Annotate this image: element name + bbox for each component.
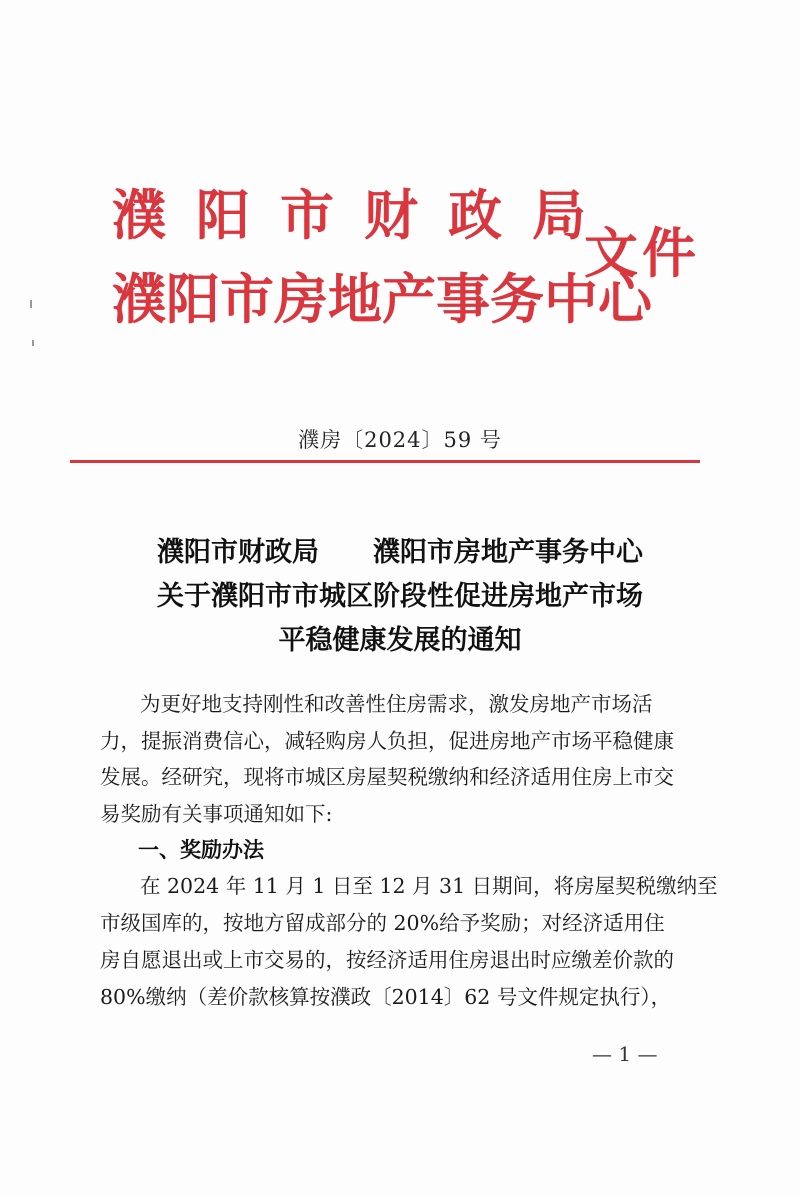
paragraph-2-line-3: 房自愿退出或上市交易的，按经济适用住房退出时应缴差价款的 bbox=[100, 948, 674, 972]
paragraph-1-line-4: 易奖励有关事项通知如下: bbox=[100, 802, 333, 826]
paragraph-1-line-2: 力，提振消费信心，减轻购房人负担，促进房地产市场平稳健康 bbox=[100, 729, 674, 753]
page-number: — 1 — bbox=[592, 1042, 658, 1066]
notice-title-line-1: 濮阳市财政局 濮阳市房地产事务中心 bbox=[157, 537, 643, 568]
issuer-name-finance-bureau: 濮阳市财政局 bbox=[112, 183, 616, 247]
paragraph-2-line-1: 在 2024 年 11 月 1 日至 12 月 31 日期间，将房屋契税缴纳至 bbox=[140, 874, 718, 898]
paragraph-2-line-4: 80%缴纳（差价款核算按濮政〔2014〕62 号文件规定执行）， bbox=[100, 985, 672, 1009]
issuer-name-real-estate-center: 濮阳市房地产事务中心 bbox=[112, 267, 652, 331]
paragraph-1-line-1: 为更好地支持刚性和改善性住房需求，激发房地产市场活 bbox=[140, 692, 653, 716]
notice-title-line-3: 平稳健康发展的通知 bbox=[278, 625, 522, 656]
section-heading-reward-method: 一、奖励办法 bbox=[138, 837, 264, 862]
notice-title-line-2: 关于濮阳市市城区阶段性促进房地产市场 bbox=[157, 581, 643, 612]
red-divider bbox=[70, 460, 700, 463]
document-label: 文件 bbox=[584, 221, 700, 285]
paragraph-2-line-2: 市级国库的，按地方留成部分的 20%给予奖励；对经济适用住 bbox=[100, 911, 665, 935]
scan-mark bbox=[32, 340, 34, 346]
paragraph-1-line-3: 发展。经研究，现将市城区房屋契税缴纳和经济适用住房上市交 bbox=[100, 765, 674, 789]
scan-mark bbox=[30, 300, 32, 308]
document-number: 濮房〔2024〕59 号 bbox=[298, 428, 502, 452]
